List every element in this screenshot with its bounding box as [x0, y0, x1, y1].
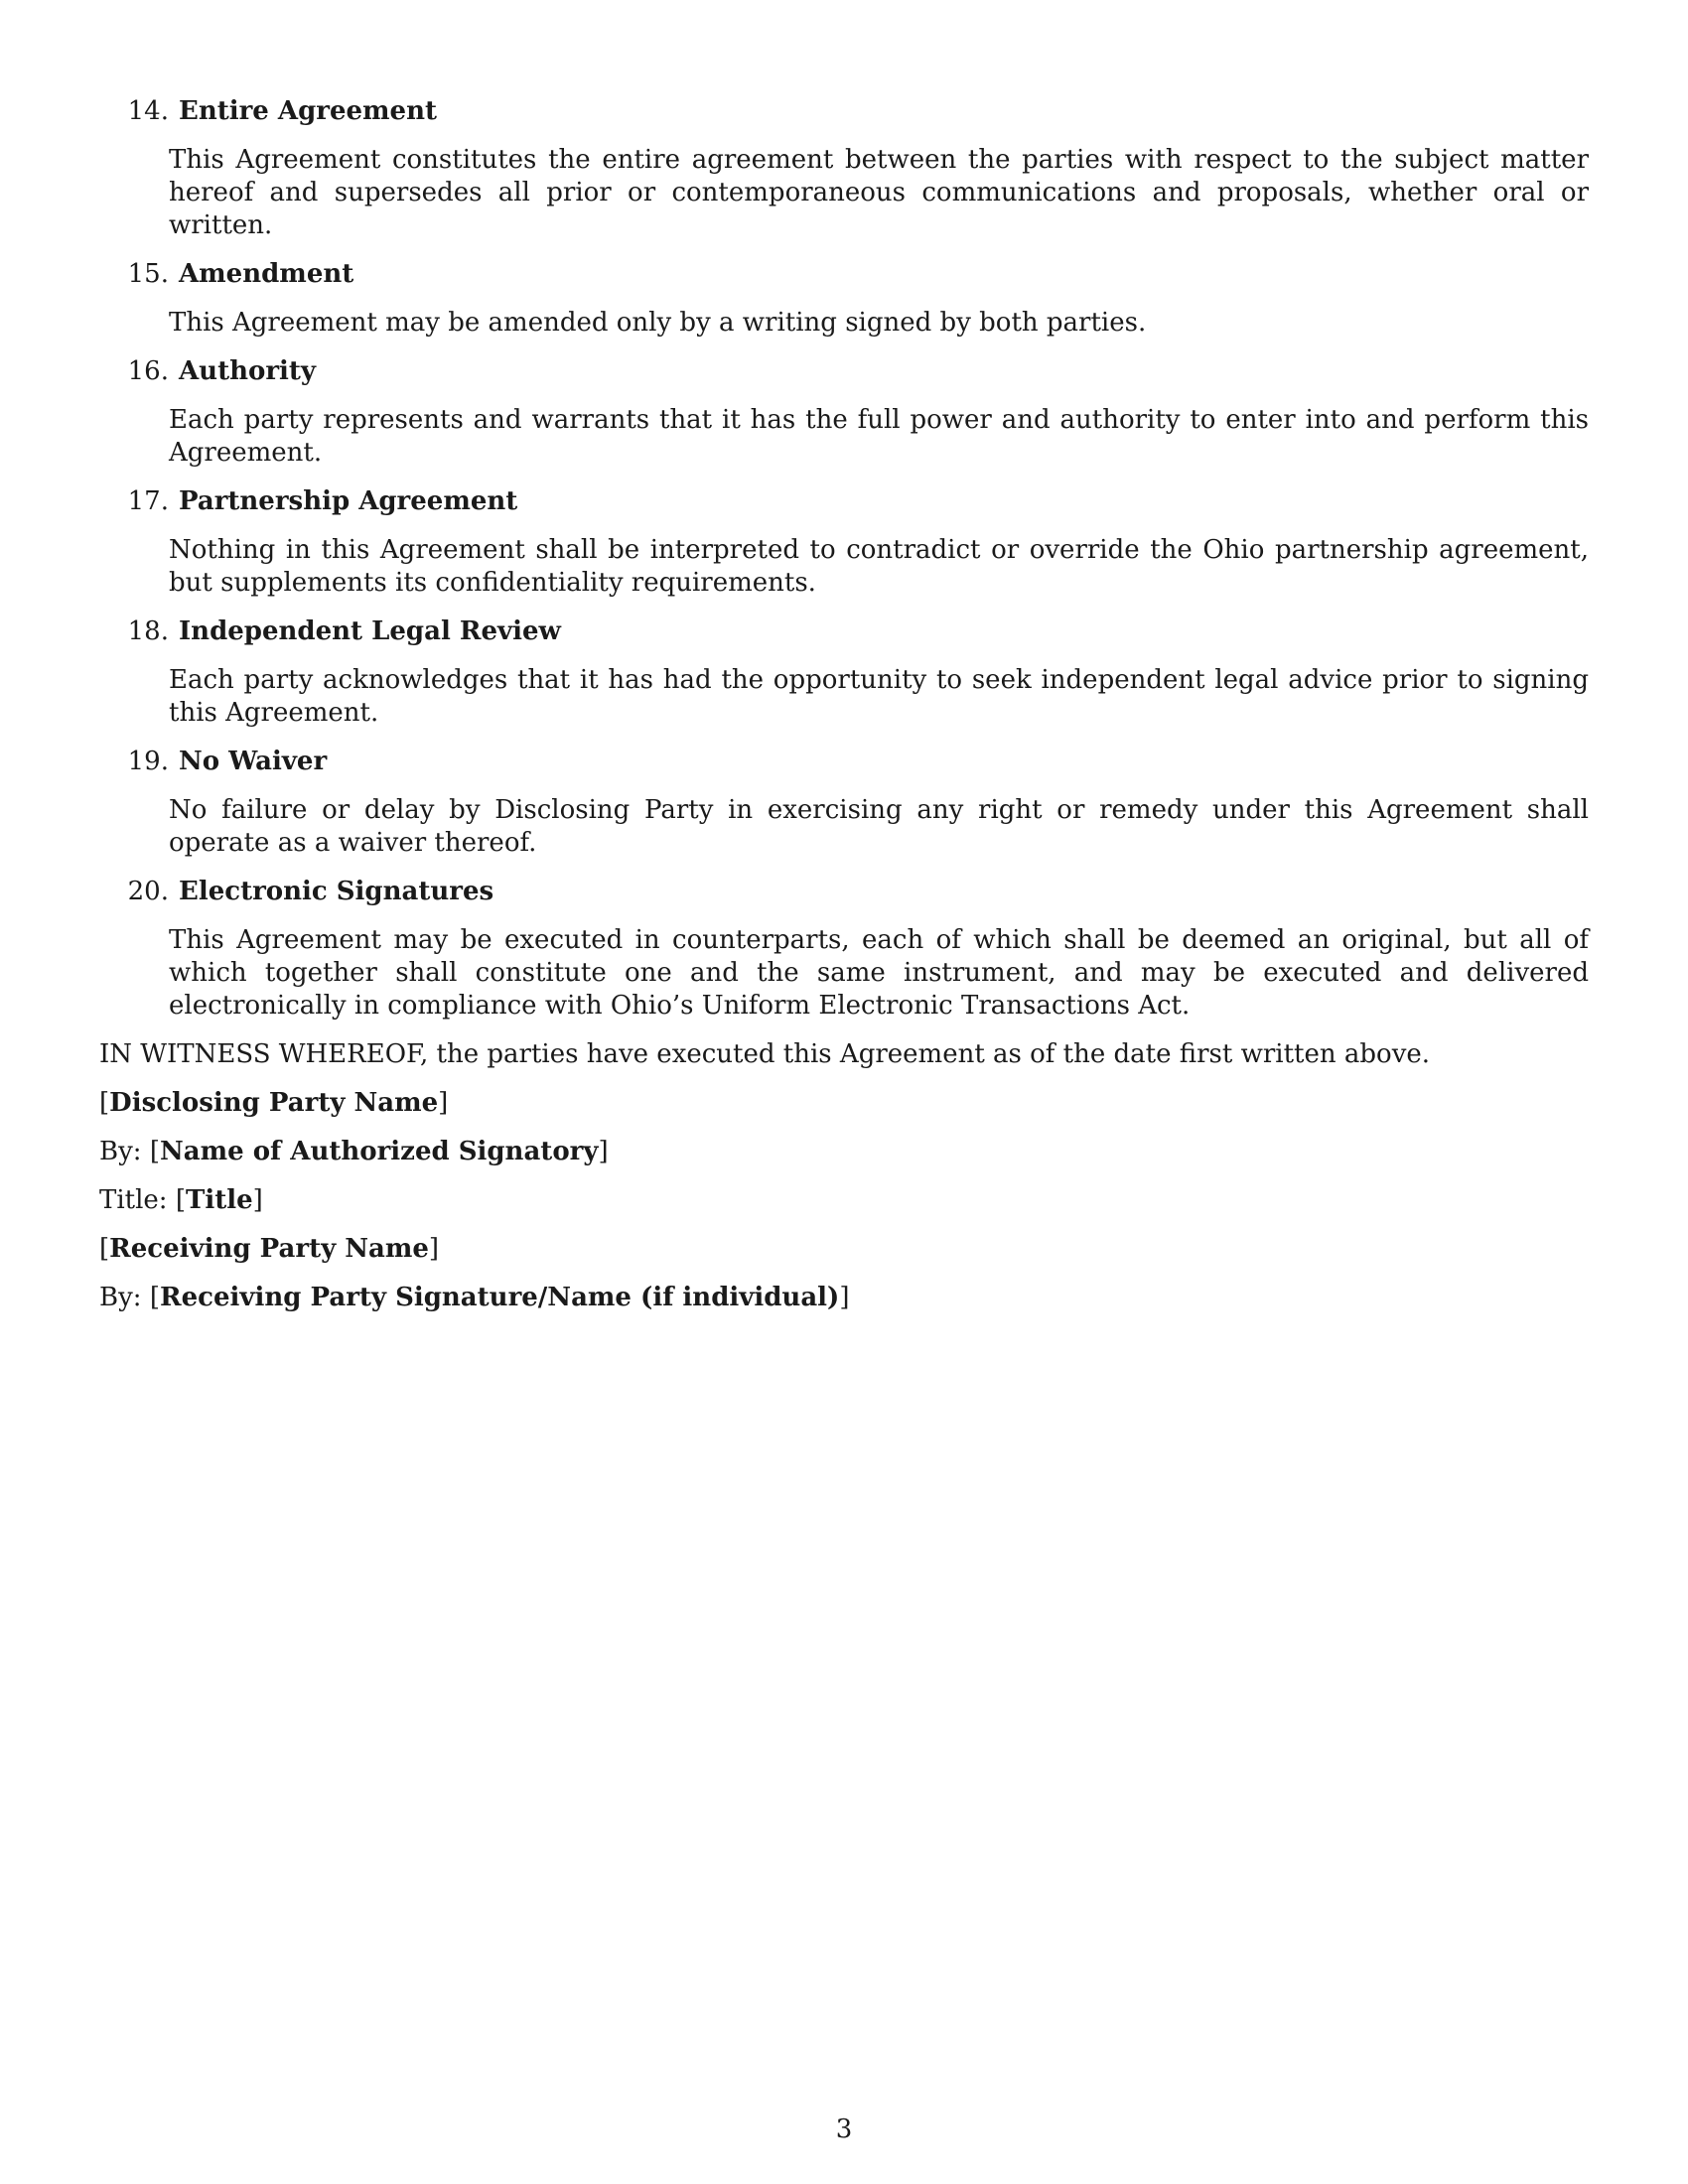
clause-independent-legal-review	[99, 615, 1589, 730]
authorized-signatory-line: By: [Name of Authorized Signatory]	[99, 1137, 609, 1166]
title-label: Title:	[99, 1185, 168, 1215]
receiving-party-line: [Receiving Party Name]	[99, 1234, 440, 1264]
clause-body: This Agreement may be executed in counterparts, each of which shall be deemed an original, but all of which together shall constitute one and the same instrument, and may be executed and delivered electronically in compliance with Ohio’s Uniform Electronic Transactions Act.	[169, 925, 1589, 1021]
clause-authority	[99, 355, 1589, 470]
disclosing-party-name: Disclosing Party Name	[109, 1088, 439, 1118]
clause-number: 19.	[127, 747, 169, 776]
clause-title: Partnership Agreement	[179, 486, 518, 516]
clause-entire-agreement	[99, 95, 1589, 242]
page-number: 3	[835, 2115, 853, 2144]
by-label: By:	[99, 1137, 142, 1166]
clause-number: 16.	[127, 356, 169, 386]
clause-body: Each party represents and warrants that it has the full power and authority to enter into and perform this Agreement.	[169, 405, 1589, 468]
clause-title: Amendment	[179, 259, 354, 289]
clause-number: 17.	[127, 486, 169, 516]
clause-number: 20.	[127, 877, 169, 906]
clause-body: No failure or delay by Disclosing Party in exercising any right or remedy under this Agreement shall operate as a waiver thereof.	[169, 795, 1589, 858]
title-value: Title	[186, 1185, 253, 1215]
clause-title: Entire Agreement	[179, 96, 437, 126]
title-line: Title: [Title]	[99, 1185, 263, 1215]
clause-body: Nothing in this Agreement shall be interpreted to contradict or override the Ohio partnership agreement, but supplements its confidentiality requirements.	[169, 535, 1589, 598]
receiving-party-signature: Receiving Party Signature/Name (if individual)	[159, 1283, 840, 1312]
clause-title: Independent Legal Review	[179, 616, 561, 646]
clause-no-waiver	[99, 746, 1589, 860]
clause-number: 18.	[127, 616, 169, 646]
receiving-party-name: Receiving Party Name	[109, 1234, 429, 1264]
disclosing-party-line: [Disclosing Party Name]	[99, 1088, 449, 1118]
clause-number: 14.	[127, 96, 169, 126]
clause-body: This Agreement may be amended only by a writing signed by both parties.	[169, 308, 1147, 338]
authorized-signatory-name: Name of Authorized Signatory	[159, 1137, 599, 1166]
clause-title: No Waiver	[179, 747, 328, 776]
clause-amendment	[99, 258, 1589, 340]
by-label: By:	[99, 1283, 142, 1312]
clause-electronic-signatures	[99, 876, 1589, 1023]
receiving-signature-line: By: [Receiving Party Signature/Name (if individual)]	[99, 1283, 850, 1312]
clause-title: Electronic Signatures	[179, 877, 494, 906]
document-page	[99, 95, 1589, 1330]
clause-partnership-agreement	[99, 485, 1589, 600]
clause-body: This Agreement constitutes the entire agreement between the parties with respect to the subject matter hereof and supersedes all prior or contemporaneous communications and proposals, whether oral or written.	[169, 145, 1589, 240]
clause-title: Authority	[179, 356, 317, 386]
clause-number: 15.	[127, 259, 169, 289]
clause-body: Each party acknowledges that it has had the opportunity to seek independent legal advice prior to signing this Agreement.	[169, 665, 1589, 728]
witness-statement: IN WITNESS WHEREOF, the parties have executed this Agreement as of the date first written above.	[99, 1039, 1431, 1069]
